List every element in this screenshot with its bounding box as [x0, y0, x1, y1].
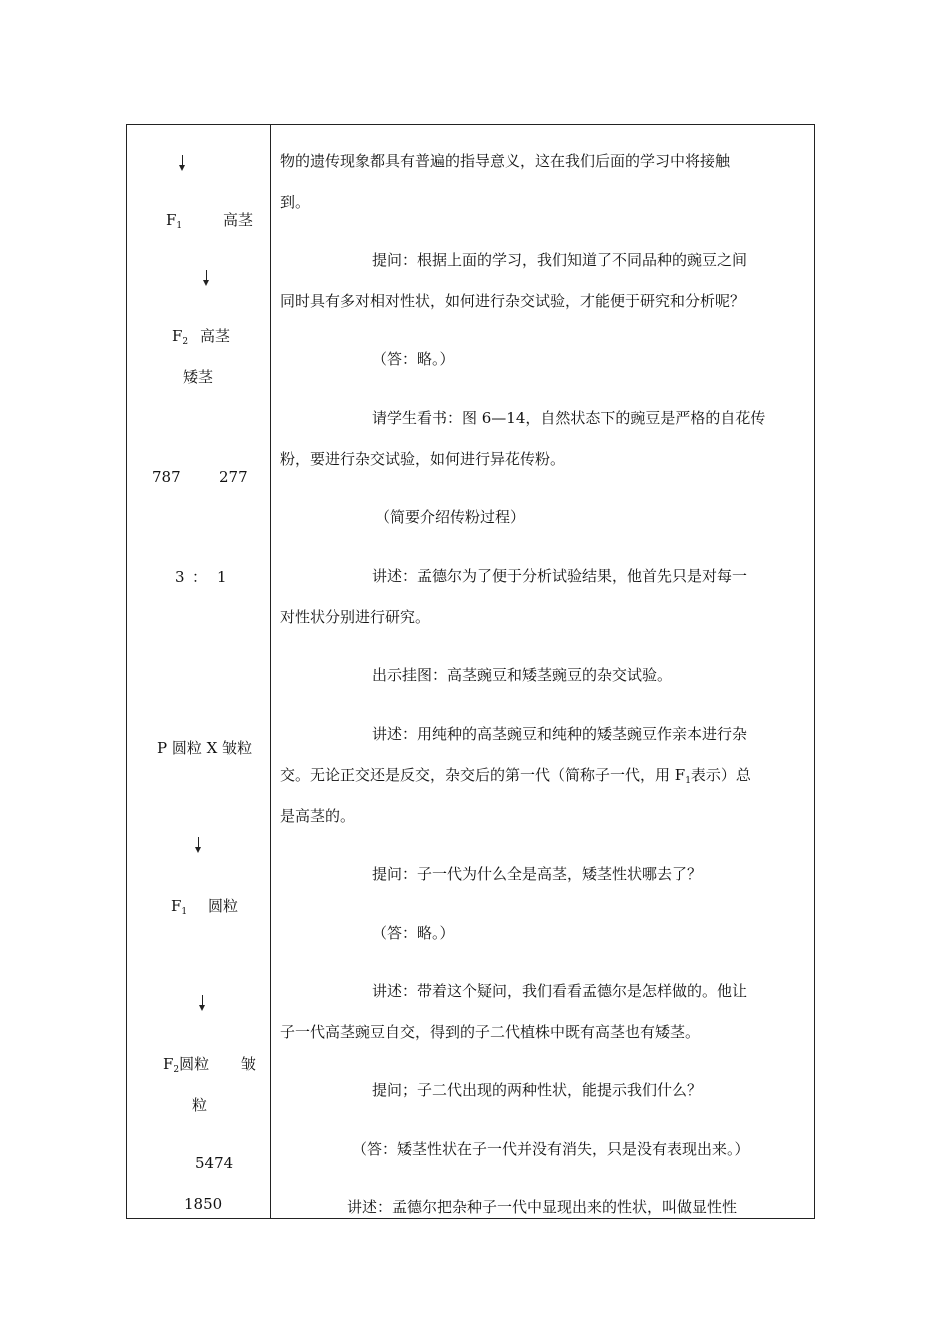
f2-trait-short: 矮茎 — [183, 368, 214, 386]
f1b-label: $F_1$ — [171, 897, 188, 917]
paragraph-line: 请学生看书：图 6—14，自然状态下的豌豆是严格的自花传 — [372, 409, 766, 427]
paragraph-line: 是高茎的。 — [280, 807, 356, 825]
paragraph-line: （答：矮茎性状在子一代并没有消失，只是没有表现出来。） — [352, 1140, 750, 1158]
p-cross-seed: P 圆粒 X 皱粒 — [157, 739, 253, 757]
paragraph-line: 同时具有多对相对性状，如何进行杂交试验，才能便于研究和分析呢？ — [280, 292, 746, 310]
f2b-label: $F_2$圆粒 — [163, 1055, 210, 1075]
down-arrow-icon — [178, 155, 188, 171]
f2b-trait-wrinkled-1: 皱 — [241, 1055, 257, 1073]
paragraph-line: 提问：根据上面的学习，我们知道了不同品种的豌豆之间 — [372, 251, 748, 269]
ratio-right: 1 — [217, 568, 227, 586]
paragraph-line: （答：略。） — [372, 350, 455, 368]
paragraph-line: 提问；子二代出现的两种性状，能提示我们什么？ — [372, 1081, 703, 1099]
paragraph-line: 提问：子一代为什么全是高茎，矮茎性状哪去了？ — [372, 865, 703, 883]
paragraph-line: 出示挂图：高茎豌豆和矮茎豌豆的杂交试验。 — [372, 666, 673, 684]
column-divider — [270, 125, 271, 1218]
count-wrinkled: 1850 — [184, 1195, 223, 1213]
f2b-trait-wrinkled-2: 粒 — [192, 1096, 208, 1114]
down-arrow-icon — [194, 837, 204, 853]
ratio-separator: ： — [192, 568, 208, 586]
lesson-table — [126, 124, 815, 1219]
paragraph-line: 粉，要进行杂交试验，如何进行异花传粉。 — [280, 450, 566, 468]
paragraph-line: 子一代高茎豌豆自交，得到的子二代植株中既有高茎也有矮茎。 — [280, 1023, 701, 1041]
f1-trait: 高茎 — [223, 211, 254, 229]
down-arrow-icon — [198, 995, 208, 1011]
count-tall: 787 — [152, 468, 181, 486]
f1-label: $F_1$ — [166, 211, 183, 231]
count-round: 5474 — [195, 1154, 234, 1172]
count-short: 277 — [219, 468, 248, 486]
ratio-left: 3 — [175, 568, 185, 586]
paragraph-line: 交。无论正交还是反交，杂交后的第一代（简称子一代，用 $F_1$表示）总 — [280, 766, 751, 786]
f2-label: $F_2$ — [172, 327, 189, 347]
paragraph-line: 对性状分别进行研究。 — [280, 608, 431, 626]
paragraph-line: 讲述：孟德尔把杂种子一代中显现出来的性状，叫做显性性 — [347, 1198, 738, 1216]
f1b-trait: 圆粒 — [208, 897, 239, 915]
paragraph-line: （答：略。） — [372, 924, 455, 942]
paragraph-line: 到。 — [280, 193, 311, 211]
paragraph-line: 讲述：孟德尔为了便于分析试验结果，他首先只是对每一 — [372, 567, 748, 585]
paragraph-line: 讲述：用纯种的高茎豌豆和纯种的矮茎豌豆作亲本进行杂 — [372, 725, 748, 743]
f2-trait-tall: 高茎 — [200, 327, 231, 345]
paragraph-line: （简要介绍传粉过程） — [375, 508, 526, 526]
paragraph-line: 物的遗传现象都具有普遍的指导意义，这在我们后面的学习中将接触 — [280, 152, 731, 170]
paragraph-line: 讲述：带着这个疑问，我们看看孟德尔是怎样做的。他让 — [372, 982, 748, 1000]
down-arrow-icon — [202, 270, 212, 286]
